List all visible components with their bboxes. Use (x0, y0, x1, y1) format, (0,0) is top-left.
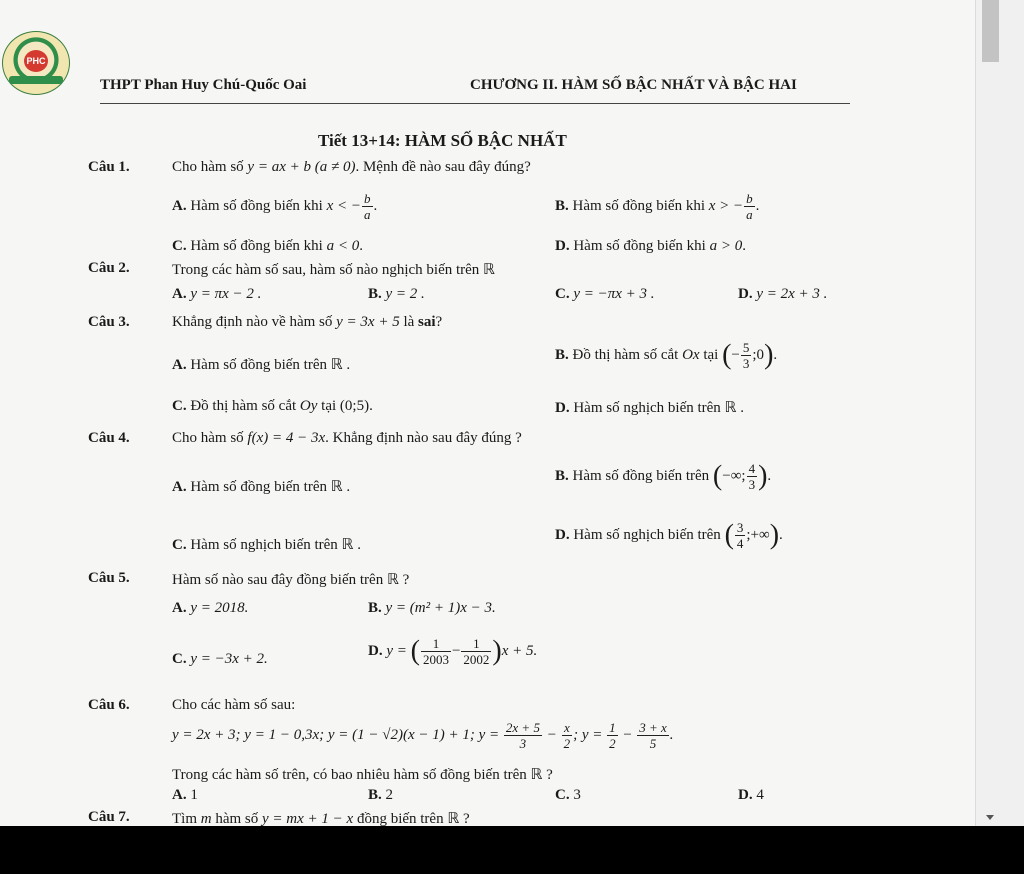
scroll-down-arrow-icon[interactable] (986, 815, 994, 820)
option-end: . (373, 197, 378, 214)
q1-option-b[interactable] (555, 192, 759, 221)
sign: − (731, 346, 740, 363)
q1-stem-text: Cho hàm số (172, 159, 248, 175)
numerator: 1 (421, 637, 451, 652)
page-title: Tiết 13+14: HÀM SỐ BẬC NHẤT (318, 131, 567, 150)
question-4-stem (172, 430, 522, 447)
denominator: 3 (519, 736, 527, 751)
q2-option-c[interactable] (555, 286, 655, 303)
point-y: ;0 (752, 346, 765, 363)
option-label: A. (172, 286, 187, 302)
q1-option-c[interactable]: C. Hàm số đồng biến khi a < 0. (172, 238, 363, 254)
option-math: y = 2x + 3 . (756, 286, 828, 302)
q3-option-d[interactable] (555, 398, 744, 417)
numerator: b (364, 191, 371, 206)
q6-option-d[interactable] (738, 787, 764, 804)
option-label: D. (555, 526, 570, 543)
option-value: 3 (573, 787, 581, 803)
logo-ribbon (9, 76, 63, 84)
q4-stem-end: . Khẳng định nào sau đây đúng ? (325, 430, 522, 446)
option-text: Hàm số đồng biến khi (190, 197, 327, 214)
option-label: D. (738, 787, 753, 803)
option-text: Hàm số đồng biến khi (573, 238, 710, 254)
q6-functions-end: . (669, 726, 674, 743)
numerator: 3 (736, 520, 744, 535)
fraction (421, 637, 451, 666)
numerator: 2x + 5 (505, 720, 540, 735)
option-text: Hàm số nghịch biến trên (573, 526, 725, 543)
denominator: 3 (748, 477, 756, 492)
fraction (744, 192, 755, 221)
option-label: C. (172, 651, 187, 667)
option-value: 2 (385, 787, 394, 803)
q4-option-c[interactable] (172, 535, 361, 554)
q1-stem-end: . Mệnh đề nào sau đây đúng? (355, 159, 531, 175)
question-1-stem (172, 159, 531, 176)
paren-left: ( (724, 519, 734, 551)
option-label: B. (368, 286, 382, 302)
q6-option-c[interactable] (555, 787, 581, 804)
option-math: x < − (326, 197, 361, 214)
option-text: Hàm số đồng biến khi (190, 238, 327, 254)
bottom-black-bar (0, 826, 1024, 874)
q4-stem-text: Cho hàm số (172, 430, 248, 446)
q2-option-b[interactable] (368, 286, 425, 303)
q5-option-c[interactable] (172, 651, 268, 668)
option-text: Hàm số đồng biến trên ℝ . (190, 357, 351, 373)
question-6-label: Câu 6. (88, 697, 130, 713)
option-label: B. (555, 467, 569, 484)
option-math: y = −3x + 2. (190, 651, 268, 667)
q3-formula: y = 3x + 5 (336, 314, 400, 330)
q2-option-d[interactable] (738, 286, 827, 303)
fraction (562, 721, 573, 750)
q4-formula: f(x) = 4 − 3x (247, 430, 326, 446)
school-logo (2, 31, 70, 95)
option-math: y = (m² + 1)x − 3. (385, 600, 496, 616)
option-text-at: tại (699, 346, 723, 363)
denominator: a (364, 207, 371, 222)
paren-right: ) (492, 635, 502, 667)
denominator: 2 (563, 736, 571, 751)
option-end: . (755, 197, 760, 214)
option-text-at: tại (317, 398, 340, 414)
option-value: 1 (190, 787, 198, 803)
q3-stem-mid: là (399, 314, 419, 330)
minus: − (618, 726, 637, 743)
option-label: C. (172, 238, 187, 254)
fraction (741, 341, 752, 370)
option-text: Hàm số nghịch biến trên ℝ . (190, 537, 361, 553)
question-6-stem: Cho các hàm số sau: (172, 697, 296, 713)
point: (0;5) (339, 398, 370, 414)
minus: − (542, 726, 561, 743)
q6-functions-text: y = 2x + 3; y = 1 − 0,3x; y = (1 − √2)(x − 1) + 1; y = (172, 726, 503, 743)
option-label: B. (555, 346, 569, 363)
paren-right: ) (758, 460, 768, 492)
logo-emblem: PHC (24, 50, 48, 72)
q7-formula: y = mx + 1 − x (262, 811, 354, 826)
numerator: b (746, 191, 753, 206)
denominator: 3 (742, 356, 750, 371)
vertical-scrollbar[interactable] (975, 0, 1024, 826)
q6-functions (172, 721, 674, 750)
paren-left: ( (722, 339, 732, 371)
option-text: Đồ thị hàm số cắt (572, 346, 683, 363)
option-math: y = πx − 2 . (190, 286, 262, 302)
option-label: A. (172, 357, 187, 373)
interval-start: −∞; (722, 467, 746, 484)
denominator: 2003 (422, 652, 449, 667)
option-label: A. (172, 600, 187, 616)
option-math-end: x + 5. (501, 642, 538, 659)
question-7-label: Câu 7. (88, 809, 130, 825)
question-3-label: Câu 3. (88, 314, 130, 330)
fraction (461, 637, 491, 666)
option-label: B. (368, 787, 382, 803)
fraction (735, 521, 746, 550)
q5-option-d[interactable] (368, 637, 537, 666)
question-3-stem (172, 314, 442, 331)
question-4-label: Câu 4. (88, 430, 130, 446)
axis-name: Ox (682, 346, 700, 363)
q3-option-b[interactable]: B. Đồ thị hàm số cắt Ox tại (− $\frac{5}{3}$ ;0). (555, 339, 778, 371)
option-label: A. (172, 197, 187, 214)
paren-right: ) (764, 339, 774, 371)
q5-option-a[interactable] (172, 600, 248, 617)
option-math: y = 2018. (190, 600, 249, 616)
separator: ; y = (573, 726, 607, 743)
question-6-question: Trong các hàm số trên, có bao nhiêu hàm số đồng biến trên ℝ ? (172, 767, 553, 783)
option-math: y = 2 . (385, 286, 425, 302)
option-text: Hàm số đồng biến trên (572, 467, 713, 484)
option-math: a < 0 (326, 238, 360, 254)
q7-stem-mid: hàm số (211, 811, 263, 826)
option-label: C. (172, 537, 187, 553)
question-1-label: Câu 1. (88, 159, 130, 175)
numerator: 3 + x (639, 720, 667, 735)
q3-stem-emphasis: sai (418, 314, 436, 330)
q1-formula: y = ax + b (a ≠ 0) (247, 159, 356, 175)
paren-right: ) (769, 519, 780, 551)
option-label: C. (172, 398, 187, 414)
numerator: 1 (461, 637, 491, 652)
fraction (607, 721, 618, 750)
fraction (362, 192, 373, 221)
option-math: y = (386, 642, 411, 659)
option-text: Đồ thị hàm số cắt (190, 398, 300, 414)
fraction (747, 462, 758, 491)
scroll-thumb[interactable] (982, 0, 999, 62)
school-name: THPT Phan Huy Chú-Quốc Oai (100, 77, 307, 93)
option-math: x > − (708, 197, 744, 214)
q3-stem-text: Khẳng định nào về hàm số (172, 314, 337, 330)
q3-option-a[interactable] (172, 355, 350, 374)
question-5-label: Câu 5. (88, 570, 130, 586)
q7-stem-text: Tìm (172, 811, 201, 826)
option-math: a > 0 (709, 238, 743, 254)
q3-stem-end: ? (435, 314, 443, 330)
question-2-stem: Trong các hàm số sau, hàm số nào nghịch biến trên ℝ (172, 262, 495, 278)
option-label: D. (738, 286, 753, 302)
option-value: 4 (756, 787, 764, 803)
minus: − (451, 642, 461, 659)
option-text: Hàm số nghịch biến trên ℝ . (573, 400, 744, 416)
option-label: D. (368, 642, 383, 659)
q4-option-b[interactable]: B. Hàm số đồng biến trên (−∞; $\frac{4}{3}$ ). (555, 460, 772, 492)
option-text: Hàm số đồng biến khi (572, 197, 709, 214)
option-label: B. (555, 197, 569, 214)
interval-end: ;+∞ (746, 526, 770, 543)
option-label: A. (172, 479, 187, 495)
option-label: C. (555, 787, 570, 803)
option-text: Hàm số đồng biến trên ℝ . (190, 479, 351, 495)
axis-name: Oy (299, 398, 318, 414)
numerator: 5 (742, 340, 750, 355)
option-label: C. (555, 286, 570, 302)
denominator: 2 (609, 736, 616, 751)
fraction (637, 721, 669, 750)
q2-option-a[interactable] (172, 286, 261, 303)
q4-option-d[interactable]: D. Hàm số nghịch biến trên ( $\frac{3}{4}$ ;+∞). (555, 519, 783, 551)
paren-left: ( (410, 635, 420, 667)
header-rule (100, 103, 850, 104)
q7-stem-end: đồng biến trên ℝ ? (353, 811, 470, 826)
denominator: 2002 (463, 652, 490, 667)
option-label: D. (555, 238, 570, 254)
q5-option-b[interactable] (368, 600, 496, 617)
fraction (504, 721, 542, 750)
question-2-label: Câu 2. (88, 260, 130, 276)
q3-option-c[interactable]: C. Đồ thị hàm số cắt Oy tại (0;5). (172, 398, 373, 414)
question-5-stem: Hàm số nào sau đây đồng biến trên ℝ ? (172, 572, 410, 588)
question-7-stem (172, 809, 470, 826)
q7-variable: m (200, 811, 212, 826)
q6-option-b[interactable] (368, 787, 393, 804)
q6-option-a[interactable] (172, 787, 198, 804)
paren-left: ( (712, 460, 723, 492)
denominator: 5 (649, 736, 657, 751)
numerator: x (562, 721, 573, 736)
option-label: D. (555, 400, 570, 416)
q1-option-d[interactable]: D. Hàm số đồng biến khi a > 0. (555, 238, 746, 254)
chapter-title: CHƯƠNG II. HÀM SỐ BẬC NHẤT VÀ BẬC HAI (470, 77, 797, 93)
denominator: a (746, 207, 753, 222)
option-math: y = −πx + 3 . (573, 286, 655, 302)
option-label: A. (172, 787, 187, 803)
numerator: 1 (609, 720, 616, 735)
denominator: 4 (736, 536, 744, 551)
option-label: B. (368, 600, 382, 616)
q1-option-a[interactable] (172, 192, 377, 221)
q4-option-a[interactable] (172, 477, 350, 496)
numerator: 4 (748, 461, 756, 476)
